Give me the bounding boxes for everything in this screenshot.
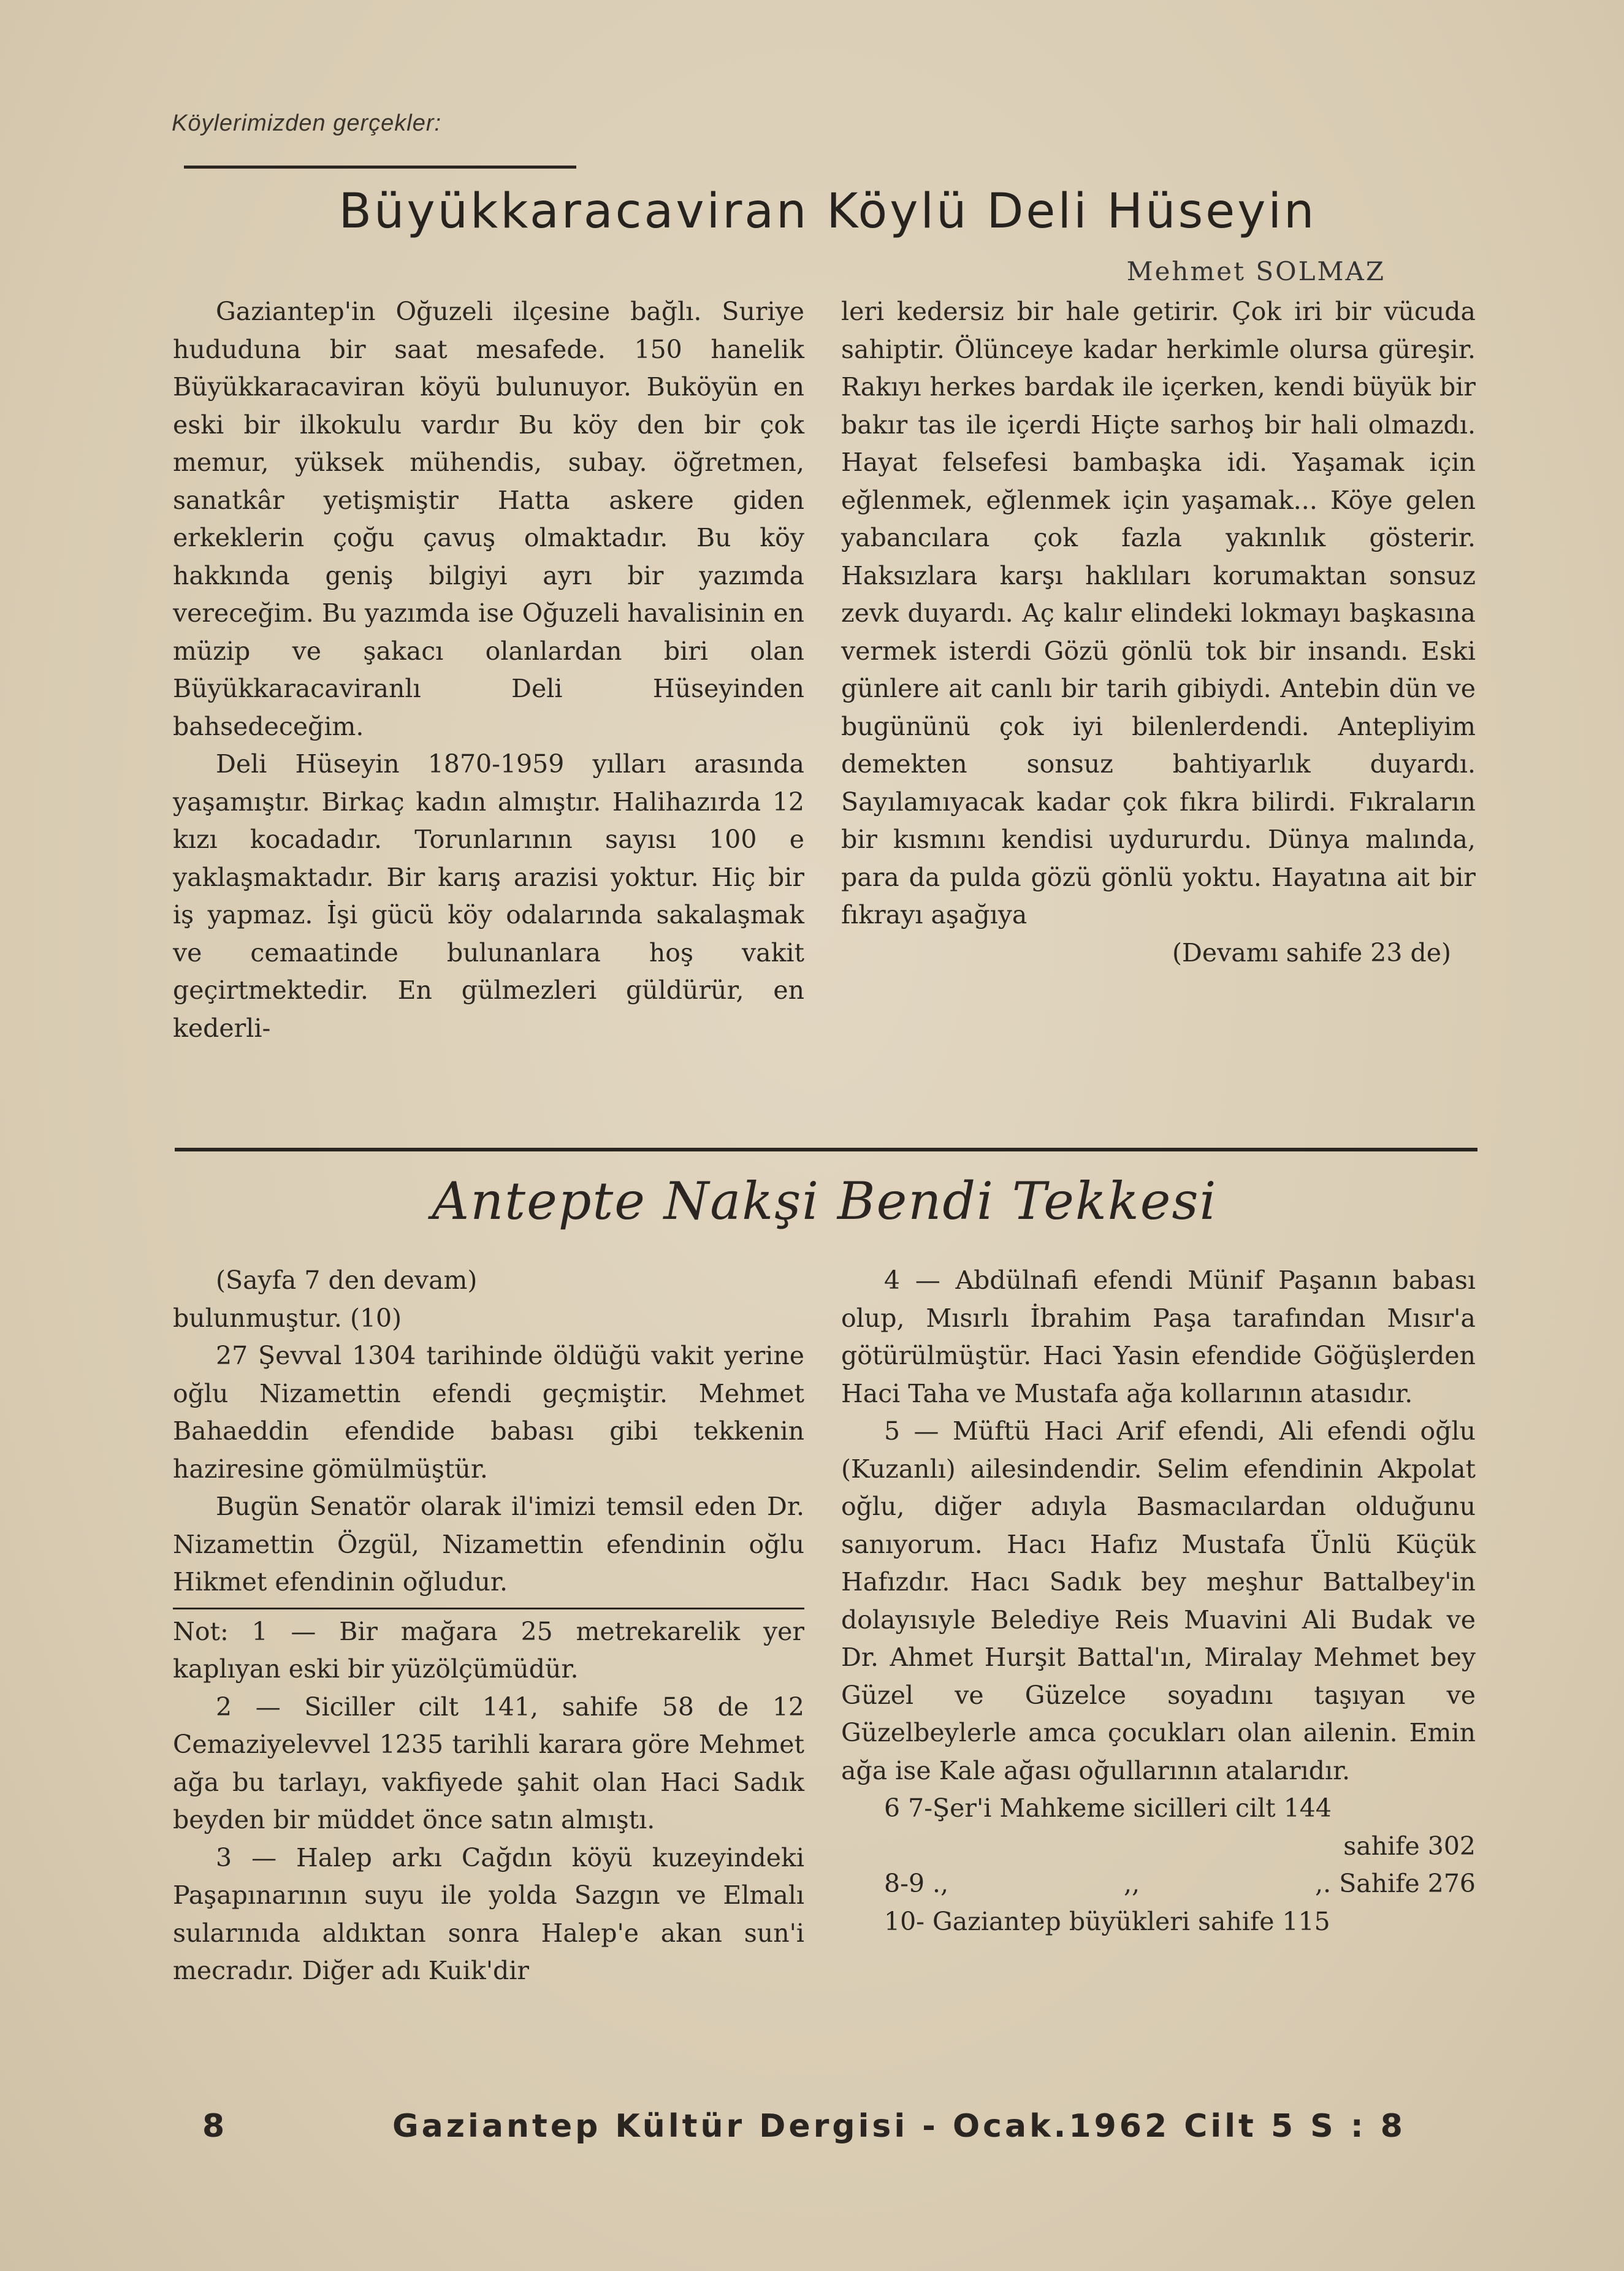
article2-column-right	[841, 1262, 1476, 1941]
notes-divider	[173, 1608, 804, 1609]
page-number: 8	[202, 2108, 228, 2145]
article1-column-right	[841, 293, 1476, 972]
section-kicker: Köylerimizden gerçekler:	[172, 110, 442, 136]
kicker-underline	[184, 166, 576, 169]
footer-publication: Gaziantep Kültür Dergisi - Ocak.1962 Cilt 5 S : 8	[392, 2108, 1406, 2145]
article2-paragraph: bulunmuştur. (10)	[173, 1303, 402, 1333]
author-byline: Mehmet SOLMAZ	[1126, 256, 1386, 286]
footnote: Not: 1 — Bir mağara 25 metrekarelik yer kaplıyan eski bir yüzölçümüdür.	[173, 1616, 804, 1684]
continued-note: (Devamı sahife 23 de)	[1172, 937, 1451, 968]
footnotes	[173, 1613, 804, 1990]
article2-paragraph: 4 — Abdülnafi efendi Münif Paşanın babası olup, Mısırlı İbrahim Paşa tarafından Mısır'a götürülmüştür. Haci Yasin efendide Göğüşlerden Haci Taha ve Mustafa ağa kollarının atasıdır.	[841, 1265, 1476, 1408]
article2-paragraph: 5 — Müftü Haci Arif efendi, Ali efendi oğlu (Kuzanlı) ailesindendir. Selim efendinin Akpolat oğlu, diğer adıyla Basmacılardan olduğunu sanıyorum. Hacı Hafız Mustafa Ünlü Küçük Hafızdır. Hacı Sadık bey meşhur Battalbey'in dolayısıyle Belediye Reis Muavini Ali Budak ve Dr. Ahmet Hurşit Battal'ın, Miralay Mehmet bey Güzel ve Güzelce soyadını taşıyan ve Güzelbeylerle amca çocukları olan ailenin. Emin ağa ise Kale ağası oğullarının atalarıdır.	[841, 1416, 1476, 1785]
article-headline: Büyükkaracaviran Köylü Deli Hüseyin	[338, 184, 1317, 239]
section-divider-left	[175, 1148, 855, 1151]
footnote: 2 — Siciller cilt 141, sahife 58 de 12 Cemaziyelevvel 1235 tarihli karara göre Mehmet ağa bu tarlayı, vakfiyede şahit olan Haci Sadık beyden bir müddet önce satın almıştı.	[173, 1692, 804, 1834]
article1-column-left	[173, 293, 804, 1047]
article2-paragraph: 27 Şevval 1304 tarihinde öldüğü vakit yerine oğlu Nizamettin efendi geçmiştir. Mehmet Bahaeddin efendide babası gibi tekkenin haziresine gömülmüştür.	[173, 1341, 804, 1484]
footnote: 3 — Halep arkı Cağdın köyü kuzeyindeki Paşapınarının suyu ile yolda Sazgın ve Elmalı sularınıda aldıktan sonra Halep'e akan sun'i mecradır. Diğer adı Kuik'dir	[173, 1842, 804, 1985]
article2-paragraph: (Sayfa 7 den devam)	[216, 1265, 478, 1295]
article1-paragraph: leri kedersiz bir hale getirir. Çok iri bir vücuda sahiptir. Ölünceye kadar herkimle olursa güreşir. Rakıyı herkes bardak ile içerken, kendi büyük bir bakır tas ile içerdi Hiçte sarhoş bir hali olmazdı. Hayat felsefesi bambaşka idi. Yaşamak için eğlenmek, eğlenmek için yaşamak... Köye gelen yabancılara çok fazla yakınlık gösterir. Haksızlara karşı haklıları korumaktan sonsuz zevk duyardı. Aç kalır elindeki lokmayı başkasına vermek isterdi Gözü gönlü tok bir insandı. Eski günlere ait canlı bir tarih gibiydi. Antebin dün ve bugününü çok iyi bilenlerdendi. Antepliyim demekten sonsuz bahtiyarlık duyardı. Sayılamıyacak kadar çok fıkra bilirdi. Fıkraların bir kısmını kendisi uydururdu. Dünya malında, para da pulda gözü gönlü yoktu. Hayatına ait bir fıkrayı aşağıya	[841, 297, 1476, 929]
article2-title: Antepte Nakşi Bendi Tekkesi	[432, 1171, 1218, 1231]
article1-paragraph: Gaziantep'in Oğuzeli ilçesine bağlı. Suriye hududuna bir saat mesafede. 150 hanelik Büyükkaracaviran köyü bulunuyor. Buköyün en eski bir ilkokulu vardır Bu köy den bir çok memur, yüksek mühendis, subay. öğretmen, sanatkâr yetişmiştir Hatta askere giden erkeklerin çoğu çavuş olmaktadır. Bu köy hakkında geniş bilgiyi ayrı bir yazımda vereceğim. Bu yazımda ise Oğuzeli havalisinin en müzip ve şakacı olanlardan biri olan Büyükkaracaviranlı Deli Hüseyinden bahsedeceğim.	[173, 297, 804, 741]
article2-paragraph: Bugün Senatör olarak il'imizi temsil eden Dr. Nizamettin Özgül, Nizamettin efendinin oğlu Hikmet efendinin oğludur.	[173, 1492, 804, 1597]
reference-part: 8-9 .,	[884, 1869, 949, 1898]
reference-line	[841, 1865, 1476, 1903]
reference-part: ,. Sahife 276	[1315, 1869, 1476, 1898]
reference-line: 10- Gaziantep büyükleri sahife 115	[884, 1906, 1330, 1936]
article2-column-left	[173, 1262, 804, 1990]
reference-line: sahife 302	[1343, 1831, 1476, 1861]
reference-line: 6 7-Şer'i Mahkeme sicilleri cilt 144	[884, 1793, 1332, 1823]
article1-paragraph: Deli Hüseyin 1870-1959 yılları arasında yaşamıştır. Birkaç kadın almıştır. Halihazırda 12 kızı kocadadır. Torunlarının sayısı 100 e yaklaşmaktadır. Bir karış arazisi yoktur. Hiç bir iş yapmaz. İşi gücü köy odalarında sakalaşmak ve cemaatinde bulunanlara hoş vakit geçirtmektedir. En gülmezleri güldürür, en kederli-	[173, 749, 804, 1043]
reference-part: ,,	[1124, 1869, 1140, 1898]
section-divider-right	[855, 1148, 1477, 1151]
